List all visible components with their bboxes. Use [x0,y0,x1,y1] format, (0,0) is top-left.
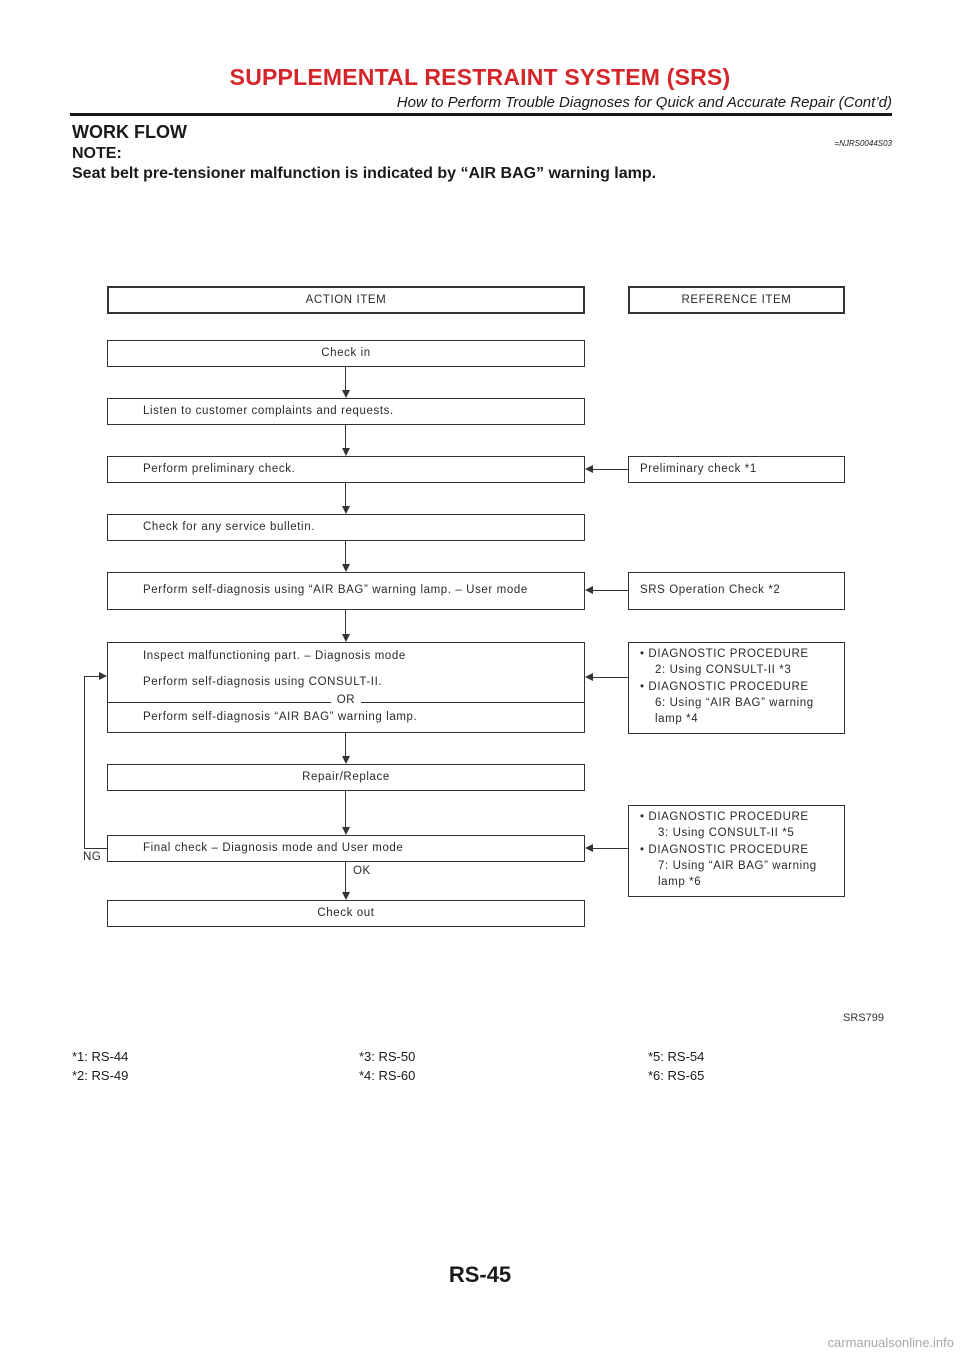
page-header-subtitle: How to Perform Trouble Diagnoses for Quick and Accurate Repair (Cont’d) [396,94,892,111]
ref-srs-operation-check [628,572,845,610]
reference-item-header [628,286,845,314]
ref-diagnostic-procedure-1 [628,642,845,734]
header-divider [70,113,892,116]
arrow-down-icon [342,390,350,398]
ok-label: OK [353,865,371,877]
action-item-header [107,286,585,314]
ref-diag2-line: 7: Using “AIR BAG” warning [658,860,817,872]
ref-diag1-line: • DIAGNOSTIC PROCEDURE [640,648,809,660]
arrow-down-icon [342,564,350,572]
step-check-out [107,900,585,927]
ref-preliminary-check-label: Preliminary check *1 [640,463,757,475]
figure-id: SRS799 [843,1012,884,1024]
ref-diagnostic-procedure-2 [628,805,845,897]
arrow-down-icon [342,892,350,900]
footnote: *3: RS-50 [359,1049,416,1064]
watermark: carmanualsonline.info [827,1335,954,1350]
page-header-title: SUPPLEMENTAL RESTRAINT SYSTEM (SRS) [229,64,731,90]
footnote: *2: RS-49 [72,1068,129,1083]
arrow-left-icon [585,586,593,594]
section-code: =NJRS0044S03 [834,139,892,148]
step-final-check [107,835,585,862]
reference-item-header-label: REFERENCE ITEM [681,294,792,306]
ref-preliminary-check [628,456,845,483]
step-listen-label: Listen to customer complaints and requests. [143,405,394,417]
step-check-out-label: Check out [317,907,375,919]
arrow-left-icon [585,673,593,681]
step-inspect-consult: Perform self-diagnosis using CONSULT-II. [143,676,383,688]
connector-line [345,610,346,634]
step-inspect-title: Inspect malfunctioning part. – Diagnosis mode [143,650,406,662]
step-repair [107,764,585,791]
ref-diag1-line: 6: Using “AIR BAG” warning [655,697,814,709]
step-inspect [107,642,585,733]
arrow-down-icon [342,827,350,835]
page-number: RS-45 [448,1262,512,1287]
arrow-left-icon [585,465,593,473]
connector-line [345,862,346,892]
step-inspect-lamp: Perform self-diagnosis “AIR BAG” warning lamp. [143,711,418,723]
connector-line [345,541,346,564]
connector-line [345,733,346,756]
step-preliminary-label: Perform preliminary check. [143,463,296,475]
arrow-down-icon [342,506,350,514]
step-bulletin [107,514,585,541]
step-repair-label: Repair/Replace [302,771,390,783]
ref-diag1-line: 2: Using CONSULT-II *3 [655,664,792,676]
step-check-in-label: Check in [321,347,371,359]
ng-loop-line [84,676,99,677]
step-check-in [107,340,585,367]
ref-diag1-line: • DIAGNOSTIC PROCEDURE [640,681,809,693]
connector-line [345,425,346,448]
ng-loop-line [84,848,107,849]
or-label: OR [331,694,361,706]
arrow-right-icon [99,672,107,680]
footnote: *1: RS-44 [72,1049,129,1064]
arrow-down-icon [342,756,350,764]
ref-diag2-line: lamp *6 [658,876,702,888]
ref-diag2-line: • DIAGNOSTIC PROCEDURE [640,844,809,856]
connector-line [345,367,346,390]
footnote: *5: RS-54 [648,1049,705,1064]
ref-connector-line [593,469,628,470]
arrow-down-icon [342,448,350,456]
arrow-left-icon [585,844,593,852]
step-listen [107,398,585,425]
footnote: *6: RS-65 [648,1068,705,1083]
ref-connector-line [593,590,628,591]
ref-connector-line [593,677,628,678]
ng-loop-line [84,676,85,849]
section-title: WORK FLOW [72,122,187,142]
step-bulletin-label: Check for any service bulletin. [143,521,316,533]
footnote: *4: RS-60 [359,1068,416,1083]
note-text: Seat belt pre-tensioner malfunction is indicated by “AIR BAG” warning lamp. [72,165,657,182]
ref-srs-operation-check-label: SRS Operation Check *2 [640,584,781,596]
ng-label: NG [83,851,102,863]
action-item-header-label: ACTION ITEM [305,294,387,306]
step-self-diag-user [107,572,585,610]
ref-connector-line [593,848,628,849]
arrow-down-icon [342,634,350,642]
ref-diag2-line: • DIAGNOSTIC PROCEDURE [640,811,809,823]
step-final-check-label: Final check – Diagnosis mode and User mode [143,842,404,854]
ref-diag2-line: 3: Using CONSULT-II *5 [658,827,795,839]
note-label: NOTE: [72,145,122,162]
connector-line [345,483,346,506]
ref-diag1-line: lamp *4 [655,713,699,725]
step-preliminary [107,456,585,483]
connector-line [345,791,346,827]
step-self-diag-user-label: Perform self-diagnosis using “AIR BAG” warning lamp. – User mode [143,584,528,596]
